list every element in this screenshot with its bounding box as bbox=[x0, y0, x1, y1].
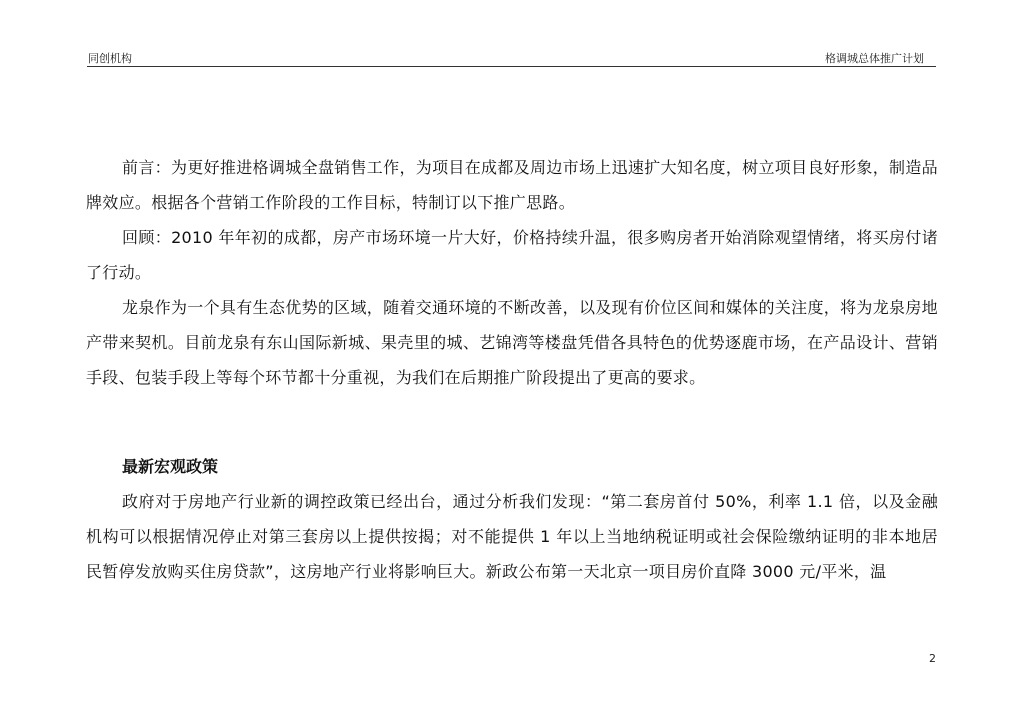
paragraph-policy: 政府对于房地产行业新的调控政策已经出台，通过分析我们发现：“第二套房首付 50%，利率 1.1 倍，以及金融机构可以根据情况停止对第三套房以上提供按揭；对不能提供 1 年以上当地纳税证明或社会保险缴纳证明的非本地居民暂停发放购买住房贷款”，这房地产行业将影响巨大。新政公布第一天北京一项目房价直降 3000 元/平米，温 bbox=[86, 492, 938, 581]
paragraph-review: 回顾：2010 年年初的成都，房产市场环境一片大好，价格持续升温，很多购房者开始消除观望情绪，将买房付诸了行动。 bbox=[86, 228, 938, 282]
paragraph-longquan: 龙泉作为一个具有生态优势的区域，随着交通环境的不断改善，以及现有价位区间和媒体的关注度，将为龙泉房地产带来契机。目前龙泉有东山国际新城、果壳里的城、艺锦湾等楼盘凭借各具特色的优势逐鹿市场，在产品设计、营销手段、包装手段上等每个环节都十分重视，为我们在后期推广阶段提出了更高的要求。 bbox=[86, 298, 938, 387]
intro-section bbox=[86, 150, 938, 395]
policy-section bbox=[86, 484, 938, 589]
section-heading: 最新宏观政策 bbox=[122, 457, 219, 476]
paragraph-preface: 前言：为更好推进格调城全盘销售工作，为项目在成都及周边市场上迅速扩大知名度，树立项目良好形象，制造品牌效应。根据各个营销工作阶段的工作目标，特制订以下推广思路。 bbox=[86, 158, 938, 212]
header-divider bbox=[87, 66, 936, 67]
page-number: 2 bbox=[929, 652, 936, 665]
header-doc-title: 格调城总体推广计划 bbox=[825, 52, 924, 65]
header-org: 同创机构 bbox=[88, 52, 132, 65]
